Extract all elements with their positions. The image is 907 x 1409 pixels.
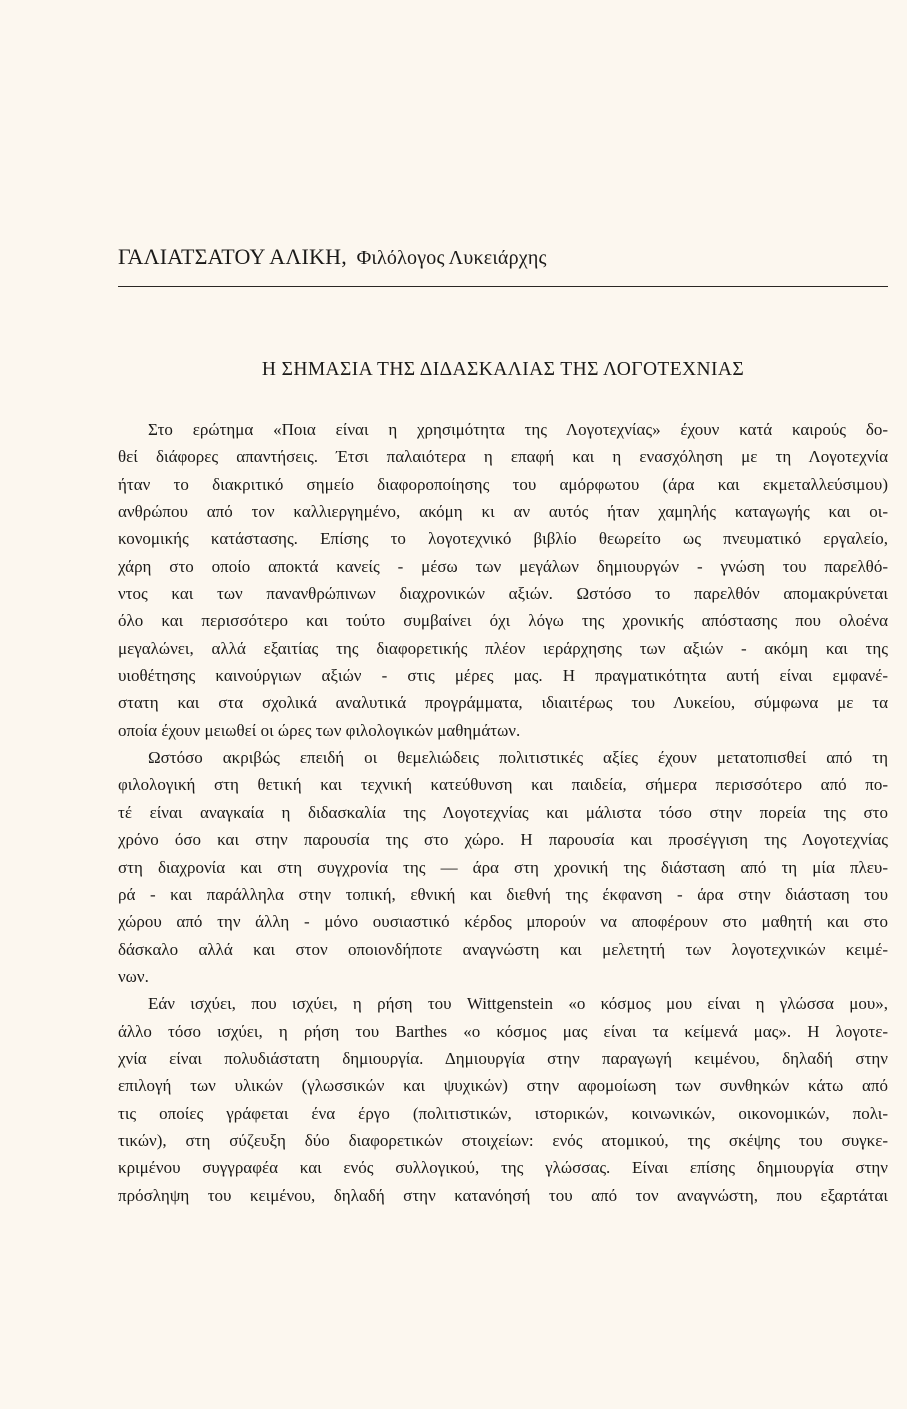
body-line: χνία είναι πολυδιάστατη δημιουργία. Δημιουργία στην παραγωγή κειμένου, δηλαδή στην: [118, 1048, 888, 1068]
body-line: δάσκαλο αλλά και στον οποιονδήποτε αναγνώστη και μελετητή των λογοτεχνικών κειμέ-: [118, 939, 888, 959]
author-name: ΓΑΛΙΑΤΣΑΤΟΥ ΑΛΙΚΗ,: [118, 244, 347, 269]
body-line: ανθρώπου από τον καλλιεργημένο, ακόμη κι αν αυτός ήταν χαμηλής καταγωγής και οι-: [118, 502, 888, 522]
body-line: χρόνο όσο και στην παρουσία της στο χώρο. Η παρουσία και προσέγγιση της Λογοτεχνίας: [118, 830, 888, 850]
body-line: θεί διάφορες απαντήσεις. Έτσι παλαιότερα η επαφή και η ενασχόληση με τη Λογοτεχνία: [118, 447, 888, 467]
author-line: [118, 244, 888, 270]
article-body: [118, 416, 888, 1209]
body-line: υιοθέτησης καινούργιων αξιών - στις μέρες μας. Η πραγματικότητα αυτή είναι εμφανέ-: [118, 666, 888, 686]
body-line: κριμένου συγγραφέα και ενός συλλογικού, της γλώσσας. Είναι επίσης δημιουργία στην: [118, 1158, 888, 1178]
body-line: χάρη στο οποίο αποκτά κανείς - μέσω των μεγάλων δημιουργών - γνώση του παρελθό-: [118, 556, 888, 576]
body-line: στατη και στα σχολικά αναλυτικά προγράμματα, ιδιαιτέρως του Λυκείου, σύμφωνα με τα: [118, 693, 888, 713]
body-line: χώρου από την άλλη - μόνο ουσιαστικό κέρδος μπορούν να αποφέρουν στο μαθητή και στο: [118, 912, 888, 932]
body-line: οποία έχουν μειωθεί οι ώρες των φιλολογικών μαθημάτων.: [118, 720, 521, 740]
body-line: όλο και περισσότερο και τούτο συμβαίνει όχι λόγω της χρονικής απόστασης που ολοένα: [118, 611, 888, 631]
body-line: ρά - και παράλληλα στην τοπική, εθνική και διεθνή της έκφανση - άρα στην διάσταση του: [118, 884, 888, 904]
body-line: νων.: [118, 966, 149, 986]
body-line: ντος και των πανανθρώπινων διαχρονικών αξιών. Ωστόσο το παρελθόν απομακρύνεται: [118, 584, 888, 604]
article-title: Η ΣΗΜΑΣΙΑ ΤΗΣ ΔΙΔΑΣΚΑΛΙΑΣ ΤΗΣ ΛΟΓΟΤΕΧΝΙΑΣ: [261, 359, 745, 380]
body-line: άλλο τόσο ισχύει, η ρήση του Barthes «ο κόσμος μας είναι τα κείμενά μας». Η λογοτε-: [118, 1021, 888, 1041]
body-line: Ωστόσο ακριβώς επειδή οι θεμελιώδεις πολιτιστικές αξίες έχουν μετατοπισθεί από τη: [148, 748, 888, 768]
body-line: τις οποίες γράφεται ένα έργο (πολιτιστικών, ιστορικών, κοινωνικών, οικονομικών, πολι-: [118, 1103, 888, 1123]
body-line: Στο ερώτημα «Ποια είναι η χρησιμότητα της Λογοτεχνίας» έχουν κατά καιρούς δο-: [148, 420, 888, 439]
body-line: Εάν ισχύει, που ισχύει, η ρήση του Wittgenstein «ο κόσμος μου είναι η γλώσσα μου»,: [148, 994, 888, 1014]
body-line: μεγαλώνει, αλλά εξαιτίας της διαφορετικής πλέον ιεράρχησης των αξιών - ακόμη και της: [118, 638, 888, 658]
body-line: κονομικής κατάστασης. Επίσης το λογοτεχνικό βιβλίο θεωρείτο ως πνευματικό εργαλείο,: [118, 529, 888, 549]
header-divider: [118, 286, 888, 287]
body-line: ήταν το διακριτικό σημείο διαφοροποίησης του αμόρφωτου (άρα και εκμεταλλεύσιμου): [118, 474, 888, 494]
body-line: στη διαχρονία και στη συγχρονία της — άρα στη χρονική της διάσταση από τη μία πλευ-: [118, 857, 888, 877]
body-line: πρόσληψη του κειμένου, δηλαδή στην κατανόησή του από τον αναγνώστη, που εξαρτάται: [118, 1185, 888, 1205]
body-line: τέ είναι αναγκαία η διδασκαλία της Λογοτεχνίας και μάλιστα τόσο στην πορεία της στο: [118, 802, 888, 822]
author-role: Φιλόλογος Λυκειάρχης: [356, 247, 547, 269]
body-line: φιλολογική στη θετική και τεχνική κατεύθυνση και παιδεία, σήμερα περισσότερο από πο-: [118, 775, 888, 795]
body-line: τικών), στη σύζευξη δύο διαφορετικών στοιχείων: ενός ατομικού, της σκέψης του συγκε-: [118, 1130, 888, 1150]
body-line: επιλογή των υλικών (γλωσσικών και ψυχικών) στην αφομοίωση των συνθηκών κάτω από: [118, 1076, 888, 1096]
